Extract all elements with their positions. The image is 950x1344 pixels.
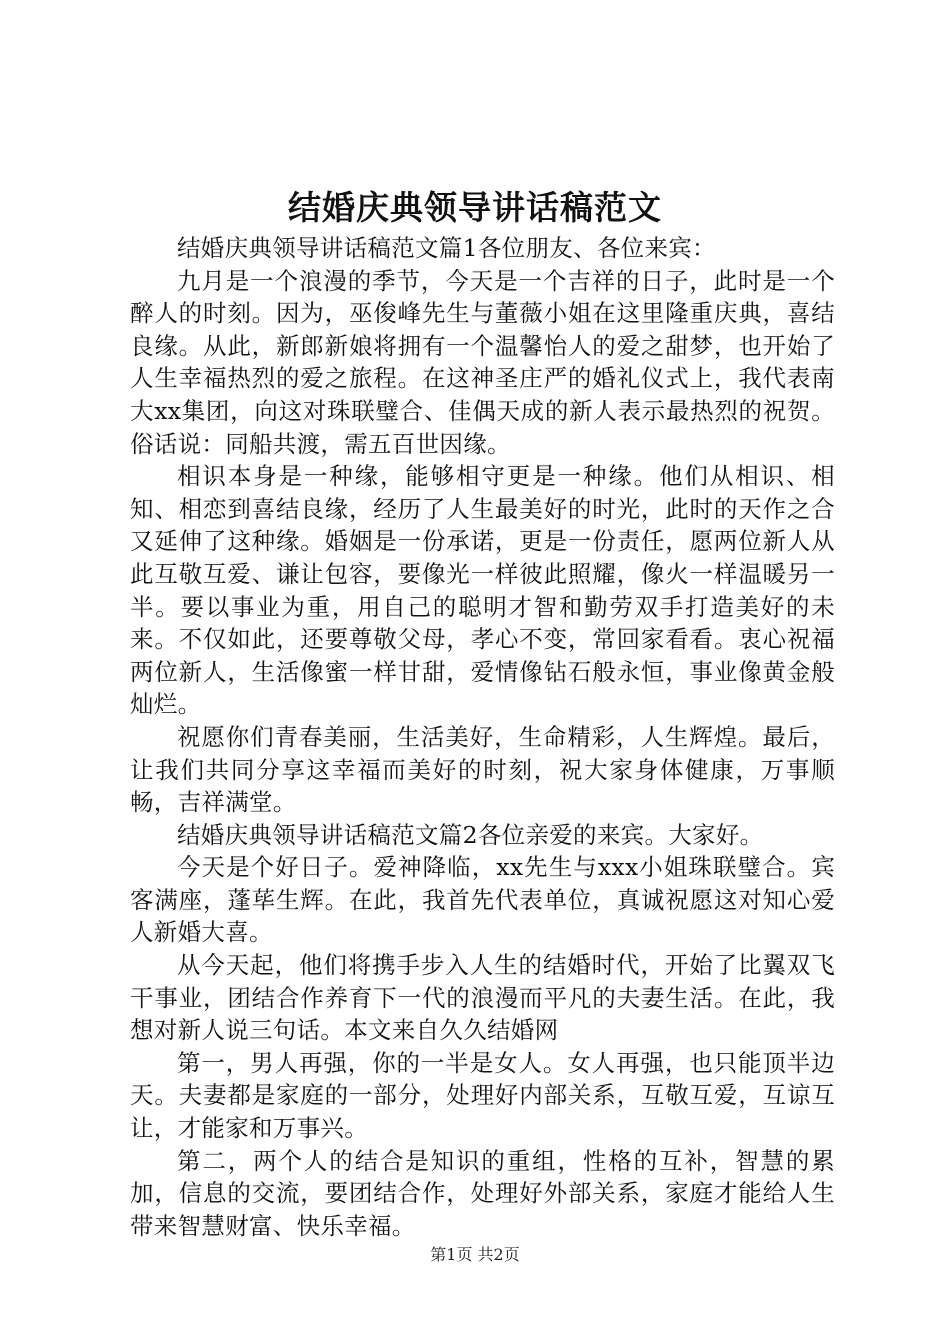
paragraph: 从今天起，他们将携手步入人生的结婚时代，开始了比翼双飞干事业，团结合作养育下一代的浪漫而平凡的夫妻生活。在此，我想对新人说三句话。本文来自久久结婚网 bbox=[130, 951, 835, 1045]
page-footer: 第1页 共2页 bbox=[430, 1245, 520, 1264]
paragraph: 第一，男人再强，你的一半是女人。女人再强，也只能顶半边天。夫妻都是家庭的一部分，处理好内部关系，互敬互爱，互谅互让，才能家和万事兴。 bbox=[130, 1048, 835, 1143]
paragraph: 九月是一个浪漫的季节，今天是一个吉祥的日子，此时是一个醉人的时刻。因为，巫俊峰先生与董薇小姐在这里隆重庆典，喜结良缘。从此，新郎新娘将拥有一个温馨怡人的爱之甜梦，也开始了人生幸福热烈的爱之旅程。在这神圣庄严的婚礼仪式上，我代表南大xx集团，向这对珠联璧合、佳偶天成的新人表示最热烈的祝贺。俗话说：同船共渡，需五百世因缘。 bbox=[130, 266, 835, 458]
paragraph: 第二，两个人的结合是知识的重组，性格的互补，智慧的累加，信息的交流，要团结合作，处理好外部关系，家庭才能给人生带来智慧财富、快乐幸福。 bbox=[130, 1146, 835, 1240]
paragraph: 今天是个好日子。爱神降临，xx先生与xxx小姐珠联璧合。宾客满座，蓬荜生辉。在此，我首先代表单位，真诚祝愿这对知心爱人新婚大喜。 bbox=[130, 853, 835, 947]
document-body bbox=[130, 232, 835, 1242]
document-title: 结婚庆典领导讲话稿范文 bbox=[288, 188, 662, 227]
paragraph: 结婚庆典领导讲话稿范文篇2各位亲爱的来宾。大家好。 bbox=[177, 820, 764, 849]
paragraph: 祝愿你们青春美丽，生活美好，生命精彩，人生辉煌。最后，让我们共同分享这幸福而美好的时刻，祝大家身体健康，万事顺畅，吉祥满堂。 bbox=[130, 722, 835, 817]
paragraph: 结婚庆典领导讲话稿范文篇1各位朋友、各位来宾： bbox=[177, 234, 716, 262]
paragraph: 相识本身是一种缘，能够相守更是一种缘。他们从相识、相知、相恋到喜结良缘，经历了人生最美好的时光，此时的天作之合又延伸了这种缘。婚姻是一份承诺，更是一份责任，愿两位新人从此互敬互爱、谦让包容，要像光一样彼此照耀，像火一样温暖另一半。要以事业为重，用自己的聪明才智和勤劳双手打造美好的未来。不仅如此，还要尊敬父母，孝心不变，常回家看看。衷心祝福两位新人，生活像蜜一样甘甜，爱情像钻石般永恒，事业像黄金般灿烂。 bbox=[130, 462, 835, 719]
